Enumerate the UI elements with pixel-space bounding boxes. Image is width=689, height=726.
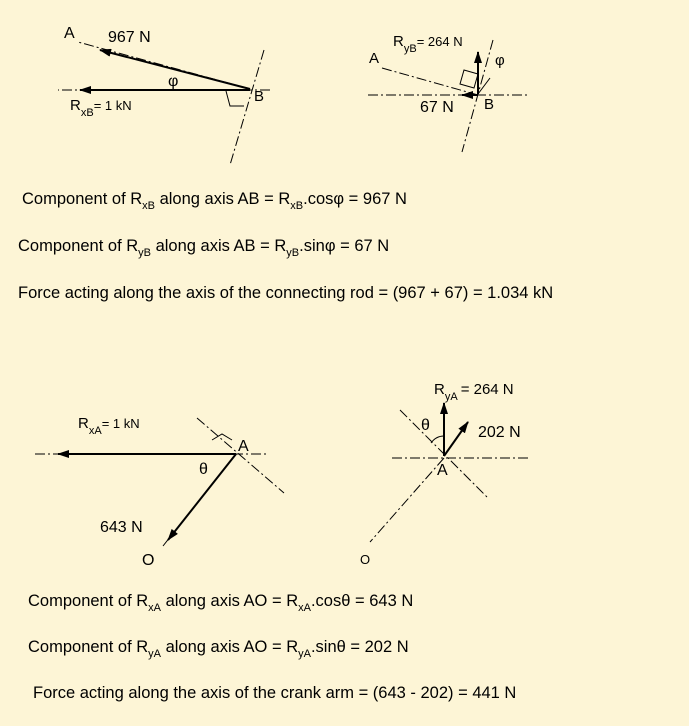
force-643-label: 643 N xyxy=(100,519,143,536)
force-202-arrow xyxy=(444,422,468,456)
angle-tick xyxy=(478,78,490,94)
force-202-label: 202 N xyxy=(478,424,521,441)
equation-connecting-rod-force: Force acting along the axis of the connecting rod = (967 + 67) = 1.034 kN xyxy=(18,284,554,302)
equation-component-rxb: Component of $R_{xB}$ along axis AB = $R_{xB}.\cos\varphi = 967$ N xyxy=(22,190,407,212)
perpendicular-axis-line xyxy=(230,50,264,165)
label-a: A xyxy=(238,438,249,455)
equation-crank-arm-force: Force acting along the axis of the crank arm = (643 - 202) = 441 N xyxy=(33,684,517,702)
axis-ao-line xyxy=(370,458,444,542)
equation-component-rya: Component of $R_{yA}$ along axis AO = $R_{yA}.\sin\theta = 202$ N xyxy=(28,638,409,660)
phi-label: φ xyxy=(168,73,179,90)
force-67-label: 67 N xyxy=(420,99,454,116)
equation-component-ryb: Component of $R_{yB}$ along axis AB = $R_{yB}.\sin\varphi = 67$ N xyxy=(18,237,390,259)
theta-label: θ xyxy=(199,461,208,478)
ryb-label: $R_{yB}= 264$ N xyxy=(393,33,463,55)
force-ab-label: 967 N xyxy=(108,29,151,46)
label-b: B xyxy=(254,88,265,105)
label-a: A xyxy=(64,25,75,42)
theta-label: θ xyxy=(421,417,430,434)
diagram-bottom-left xyxy=(35,415,284,569)
perpendicular-axis-line xyxy=(197,418,284,493)
diagram-top-left xyxy=(58,25,270,165)
phi-label: φ xyxy=(495,52,505,69)
right-angle-mark xyxy=(226,91,244,106)
theta-arc xyxy=(431,436,444,443)
equation-component-rxa: Component of $R_{xA}$ along axis AO = $R_{xA}.\cos\theta = 643$ N xyxy=(28,592,414,614)
label-a: A xyxy=(369,50,380,67)
rxa-label: $R_{xA}= 1$ kN xyxy=(78,415,140,437)
label-o: O xyxy=(142,552,155,569)
diagram-bottom-right xyxy=(360,381,528,567)
rya-label: $R_{yA} = 264$ N xyxy=(434,381,514,403)
diagram-top-right xyxy=(368,33,530,152)
rxb-label: $R_{xB}= 1$ kN xyxy=(70,97,132,119)
label-b: B xyxy=(484,96,495,113)
right-angle-mark xyxy=(460,70,478,88)
label-a: A xyxy=(437,462,448,479)
label-o: O xyxy=(360,552,371,567)
